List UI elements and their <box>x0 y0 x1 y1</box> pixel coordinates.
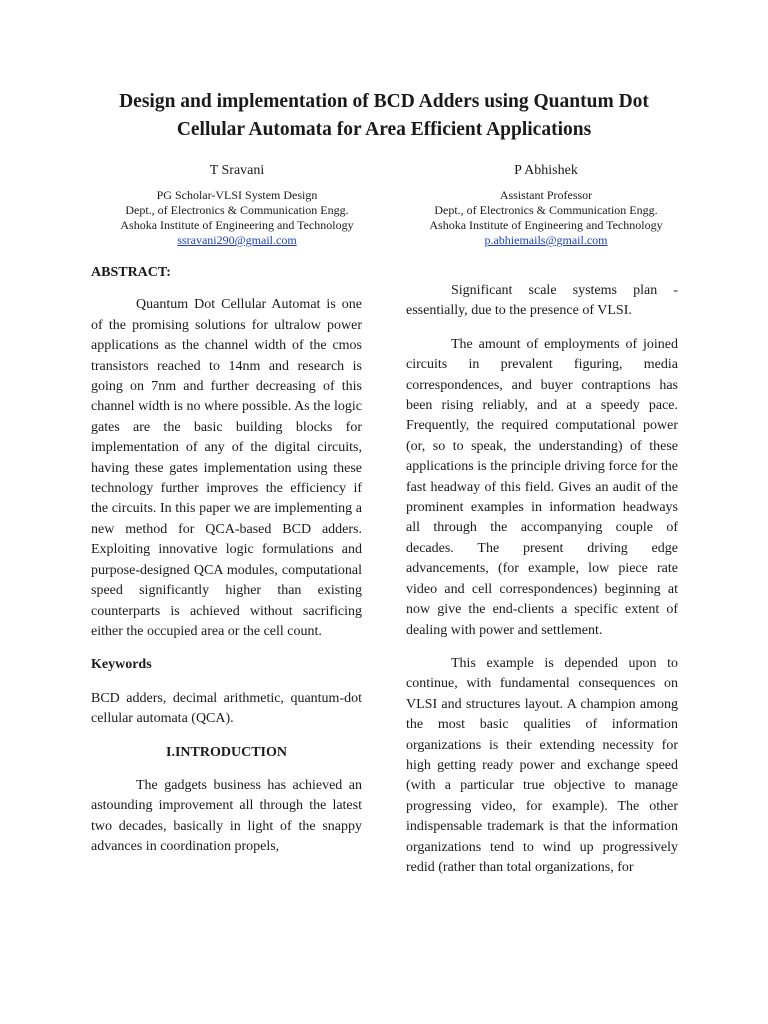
author-email-link[interactable]: p.abhiemails@gmail.com <box>484 233 608 247</box>
paper-title <box>60 88 708 144</box>
author-name: P Abhishek <box>514 163 578 178</box>
abstract-heading: ABSTRACT: <box>91 265 171 280</box>
body-paragraph: This example is depended upon to continue, with fundamental consequences on VLSI and structures layout. A champion among the most basic qualities of information organizations is their extending necessity for high getting ready power and exchange speed (with a particular true objective to manage progressing video, for example). The other indispensable trademark is that the information organizations tend to wind up progressively redid (rather than total organizations, for <box>406 655 678 875</box>
author-institute: Ashoka Institute of Engineering and Technology <box>429 218 663 232</box>
author-department: Dept., of Electronics & Communication Engg. <box>434 203 658 217</box>
author-block-1 <box>112 163 362 248</box>
title-line: Cellular Automata for Area Efficient Applications <box>176 119 592 140</box>
keywords-text: BCD adders, decimal arithmetic, quantum-dot cellular automata (QCA). <box>91 690 362 727</box>
body-paragraph: Significant scale systems plan - essentially, due to the presence of VLSI. <box>406 283 678 319</box>
right-column <box>406 281 678 878</box>
author-name: T Sravani <box>209 163 265 178</box>
author-position: PG Scholar-VLSI System Design <box>156 188 318 202</box>
body-paragraph: The amount of employments of joined circuits in prevalent figuring, media correspondences, and buyer contraptions has been rising reliably, and at a speedy pace. Frequently, the required computational power (or, so to speak, the understanding) of these applications is the principle driving force for the fast headway of this field. Gives an audit of the prominent examples in information headways all through the accompanying couple of decades. The present driving edge advancements, (for example, low piece rate video and cell correspondences) beginning at now give the end-clients a specific extent of dealing with power and settlement. <box>406 336 678 638</box>
author-department: Dept., of Electronics & Communication Engg. <box>125 203 349 217</box>
title-line: Design and implementation of BCD Adders using Quantum Dot <box>119 91 649 112</box>
author-position: Assistant Professor <box>499 188 593 202</box>
left-column <box>91 263 362 858</box>
keywords-heading: Keywords <box>91 657 152 673</box>
author-block-2 <box>420 163 672 248</box>
introduction-text: The gadgets business has achieved an astounding improvement all through the latest two decades, basically in light of the snappy advances in coordination propels, <box>91 777 362 855</box>
author-institute: Ashoka Institute of Engineering and Technology <box>120 218 354 232</box>
abstract-text: Quantum Dot Cellular Automat is one of the promising solutions for ultralow power applications as the channel width of the cmos transistors reached to 14nm and research is going on 7nm and further decreasing of this channel width is no where possible. As the logic gates are the basic building blocks for implementation of any of the digital circuits, having these gates implementation using these technology further improves the efficiency if the circuits. In this paper we are implementing a new method for QCA-based BCD adders. Exploiting innovative logic formulations and purpose-designed QCA modules, computational speed significantly higher than existing counterparts is achieved without sacrificing either the occupied area or the cell count. <box>91 297 362 639</box>
author-email-link[interactable]: ssravani290@gmail.com <box>177 233 297 247</box>
introduction-heading: I.INTRODUCTION <box>166 744 287 760</box>
